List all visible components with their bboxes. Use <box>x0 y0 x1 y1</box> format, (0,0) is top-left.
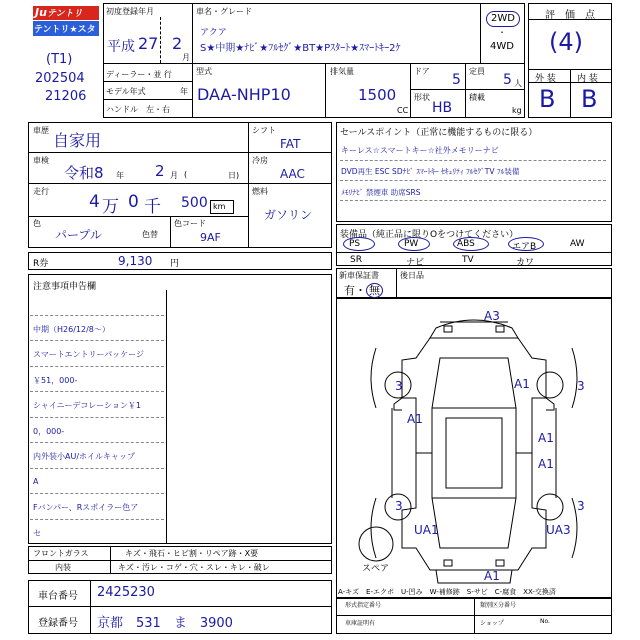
equip-sr: SR <box>350 255 362 265</box>
mileage-man: 4 <box>89 192 100 212</box>
mark-rear: A1 <box>484 569 500 583</box>
equipment-label: 装備品（純正品に限りOをつけてください） <box>340 230 519 240</box>
drive-4wd: 4WD <box>490 41 514 52</box>
mark-right-rear: UA3 <box>546 523 571 537</box>
interior-score: B <box>581 85 598 113</box>
equip-leather: カワ <box>516 258 535 268</box>
mark-right-rear-door: A1 <box>538 457 554 471</box>
sales-points-label: セールスポイント（正常に機能するものに限る） <box>340 128 538 138</box>
recycle-label: R券 <box>33 259 49 269</box>
mark-left-front-wheel: 3 <box>395 379 403 393</box>
shift-value: FAT <box>280 137 301 151</box>
ac-value: AAC <box>280 167 305 181</box>
capacity-label: 定員 <box>469 67 485 76</box>
car-diagram <box>336 298 612 598</box>
mark-hood-right: A1 <box>514 377 530 391</box>
note-1: 中期（H26/12/8～） <box>33 325 110 334</box>
use-label: 車歴 <box>33 126 49 135</box>
recycle-box <box>28 252 332 270</box>
mileage-man-unit: 万 <box>102 197 119 217</box>
shaken-year-unit: 年 <box>116 171 124 180</box>
glass-label: フロントガラス <box>33 549 89 558</box>
diagram-legend: A-キズ E-エクボ U-凹み W-補修跡 S-サビ C-腐食 XX-交換済 <box>338 588 556 596</box>
shaken-month-unit: 月 <box>170 171 178 180</box>
mark-right-rear-wheel: 3 <box>577 499 585 513</box>
color-label: 色 <box>33 219 41 228</box>
note-2: スマートエントリーパッケージ <box>33 350 144 359</box>
model-year-unit: 年 <box>180 87 188 96</box>
capacity-unit: 人 <box>514 79 522 88</box>
first-reg-label: 初度登録年月 <box>106 7 154 16</box>
score-label: 評 価 点 <box>545 10 595 21</box>
shape: HB <box>432 100 453 116</box>
shaken-era: 令和8 <box>64 164 104 182</box>
doors: 5 <box>452 72 461 88</box>
shift-label: シフト <box>252 126 276 135</box>
color-code: 9AF <box>200 231 221 244</box>
chassis-label: 車台番号 <box>38 591 78 602</box>
plate-value: 京都 531 ま 3900 <box>97 616 233 631</box>
car-name-label: 車名・グレード <box>196 7 252 16</box>
shaken-label: 車検 <box>33 156 49 165</box>
drive-dot: ・ <box>498 28 506 37</box>
note-8: Fバンパー、Rスポイラー色ア <box>33 503 139 512</box>
type-label: 型式 <box>196 67 212 76</box>
cc-unit: CC <box>397 106 409 115</box>
condition-interior-value: キズ・汚レ・コゲ・穴・スレ・キレ・破レ <box>118 563 270 572</box>
equip-pw: PW <box>404 239 419 249</box>
exterior-score: B <box>539 85 556 113</box>
door-label: ドア <box>414 67 430 76</box>
warranty-label: 新車保証書 <box>339 271 379 280</box>
warranty-value: 有・ 無 <box>344 282 383 298</box>
color-change-label: 色替 <box>142 230 158 239</box>
mileage-hyaku: 500 <box>181 195 208 211</box>
mark-left-rear-wheel: 3 <box>395 499 403 513</box>
equip-airbag: エアB <box>512 242 537 252</box>
use-value: 自家用 <box>53 131 102 150</box>
displacement: 1500 <box>358 86 397 104</box>
footer-no-label: No. <box>540 618 550 625</box>
note-3: ￥51，000- <box>33 376 78 385</box>
note-6: 内外装小AU/ホイルキャップ <box>33 452 136 461</box>
brand-line2: テントリ★スター <box>34 25 96 48</box>
sales-point-1: キーレス☆スマートキー☆社外メモリーナビ <box>341 146 499 155</box>
equip-ps: PS <box>349 239 361 249</box>
recycle-unit: 円 <box>170 259 180 269</box>
mark-left-rear: UA1 <box>414 523 439 537</box>
handle-label: ハンドル 左・右 <box>106 105 170 114</box>
spare-label: スペア <box>362 564 390 574</box>
mark-right-front-wheel: 3 <box>577 379 585 393</box>
ac-label: 冷房 <box>252 156 268 165</box>
shaken-day-unit: 日) <box>228 171 240 180</box>
equip-abs: ABS <box>457 239 475 249</box>
footer-class-label: 類別区分番号 <box>480 602 517 609</box>
after-label: 後日品 <box>400 271 424 280</box>
model-type: DAA-NHP10 <box>197 85 291 104</box>
mark-left-door: A1 <box>407 412 423 426</box>
glass-value: キズ・飛石・ヒビ割・リペア跡・X要 <box>125 549 259 558</box>
shaken-month: 2 <box>155 162 165 180</box>
equip-navi: ナビ <box>406 258 425 268</box>
dealer-label: ディーラー・並 行 <box>106 70 172 79</box>
chassis-value: 2425230 <box>97 585 155 600</box>
car-grade: S★中期★ﾅﾋﾞ★ﾌﾙｾｸﾞ★BT★Pｽﾀｰﾄ★ｽﾏｰﾄｷｰ2ｹ <box>200 43 401 54</box>
first-reg-era: 平成 <box>107 39 135 55</box>
load-unit: kg <box>512 106 522 115</box>
note-7: A <box>33 477 39 486</box>
mileage-sen-unit: 千 <box>144 197 161 217</box>
load-label: 積載 <box>469 93 485 102</box>
shaken-paren: ( <box>184 170 188 179</box>
displacement-label: 排気量 <box>330 67 354 76</box>
note-9: セ <box>33 529 41 538</box>
brand-line1: Juテントリ <box>35 6 83 19</box>
drive-2wd: 2WD <box>486 11 520 27</box>
first-reg-month: 2 <box>172 34 183 53</box>
condition-interior-label: 内装 <box>55 563 71 572</box>
sales-point-3: ﾒﾓﾘﾅﾋﾞ 禁煙車 助席SRS <box>341 188 421 197</box>
equip-aw: AW <box>570 239 585 249</box>
header-lot: 21206 <box>45 89 87 104</box>
mileage-unit: km <box>213 202 226 211</box>
equip-tv: TV <box>462 255 474 265</box>
note-5: 0，000- <box>33 427 65 436</box>
header-box <box>103 3 525 118</box>
interior-label: 内 装 <box>577 74 598 84</box>
first-reg-month-unit: 月 <box>182 53 190 62</box>
brand-logo <box>33 6 99 48</box>
capacity: 5 <box>503 72 512 88</box>
footer-shop-label: ショップ <box>480 620 504 627</box>
model-year-label: モデル年式 <box>106 87 146 96</box>
plate-label: 登録番号 <box>38 618 78 629</box>
note-4: シャイニーデコレーション￥1 <box>33 401 141 410</box>
car-name: アクア <box>200 28 227 38</box>
footer-type-label: 形式指定番号 <box>345 602 382 609</box>
color-value: パープル <box>55 228 102 242</box>
fuel-value: ガソリン <box>264 208 313 222</box>
header-code: (T1) <box>46 52 73 67</box>
notes-label: 注意事項申告欄 <box>33 282 97 292</box>
score-value: (4) <box>549 28 583 56</box>
sales-point-2: DVD再生 ESC SDﾅﾋﾞ ｽﾏｰﾄｷｰ ｾｷｭﾘﾃｨ ﾌﾙｾｸﾞTV ﾌﾙ装備 <box>341 167 520 176</box>
mileage-label: 走行 <box>33 187 49 196</box>
first-reg-year: 27 <box>138 34 159 53</box>
header-date: 202504 <box>35 71 85 86</box>
shape-label: 形状 <box>414 93 430 102</box>
color-code-label: 色コード <box>174 219 206 228</box>
mileage-sen: 0 <box>128 192 139 212</box>
mark-front: A3 <box>484 309 500 323</box>
mark-right-front-door: A1 <box>538 431 554 445</box>
recycle-value: 9,130 <box>118 254 153 268</box>
fuel-label: 燃料 <box>252 187 268 196</box>
footer-cert-label: 車庫証明有 <box>345 620 376 627</box>
exterior-label: 外 装 <box>535 74 556 84</box>
